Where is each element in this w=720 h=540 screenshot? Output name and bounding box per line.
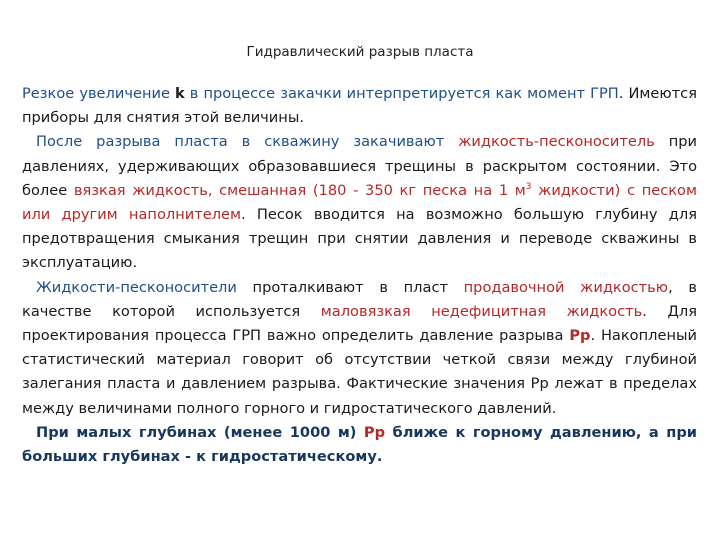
p1-text-a: Резкое увеличение (22, 85, 176, 102)
p3-text-d: , в качестве которой используется (22, 278, 697, 320)
p2-text-c: при давлениях, удерживающих образовавшиеся трещины в раскрытом состоянии. Это более (22, 133, 697, 199)
p3-text-h: . Накопленый статистический материал говорит об отсутствии четкой связи между глубиной залегания пласта и давлением разрыва. Фактические значения Рр лежат в пределах между величинами полного горного и гидростатического давлений. (22, 327, 697, 417)
p2-text-a: После разрыва пласта в скважину закачивают (36, 133, 459, 151)
p2-superscript: 3 (525, 181, 532, 192)
p3-text-f: . Для проектирования процесса ГРП важно определить давление разрыва (22, 302, 697, 345)
p1-text-c: . Имеются приборы для снятия этой величины. (22, 85, 697, 127)
slide-body (22, 82, 697, 469)
p4-text-a: При малых глубинах (менее 1000 м) (36, 423, 364, 441)
paragraph-4 (22, 421, 697, 469)
p3-sand-carriers: Жидкости-песконосители (36, 278, 237, 296)
paragraph-1 (22, 82, 697, 130)
p4-pr-symbol: Рр (363, 423, 386, 441)
p4-text-c: ближе к горному давлению, а при больших глубинах - к гидростатическому. (22, 423, 697, 466)
paragraph-3 (22, 276, 697, 421)
p3-displacement-fluid: продавочной жидкостью (463, 278, 669, 296)
p1-k-symbol: k (175, 85, 185, 102)
p2-text-f: . Песок вводится на возможно большую глубину для предотвращения смыкания трещин при снятии давления и переводе скважины в эксплуатацию. (22, 206, 697, 272)
p1-text-b: в процессе закачки интерпретируется как момент ГРП (184, 85, 619, 102)
p2-viscous-fluid-end: жидкости) с песком или другим наполнителем (22, 181, 697, 224)
slide-title: Гидравлический разрыв пласта (246, 44, 474, 60)
paragraph-2 (22, 130, 697, 275)
p3-text-b: проталкивают в пласт (236, 278, 464, 296)
p2-viscous-fluid: вязкая жидкость, смешанная (180 - 350 кг песка на 1 м (73, 181, 526, 199)
p3-low-viscosity-fluid: маловязкая недефицитная жидкость (320, 302, 643, 320)
p2-sand-carrier: жидкость-песконоситель (458, 133, 655, 151)
p3-pr-symbol: Рр (569, 327, 591, 345)
